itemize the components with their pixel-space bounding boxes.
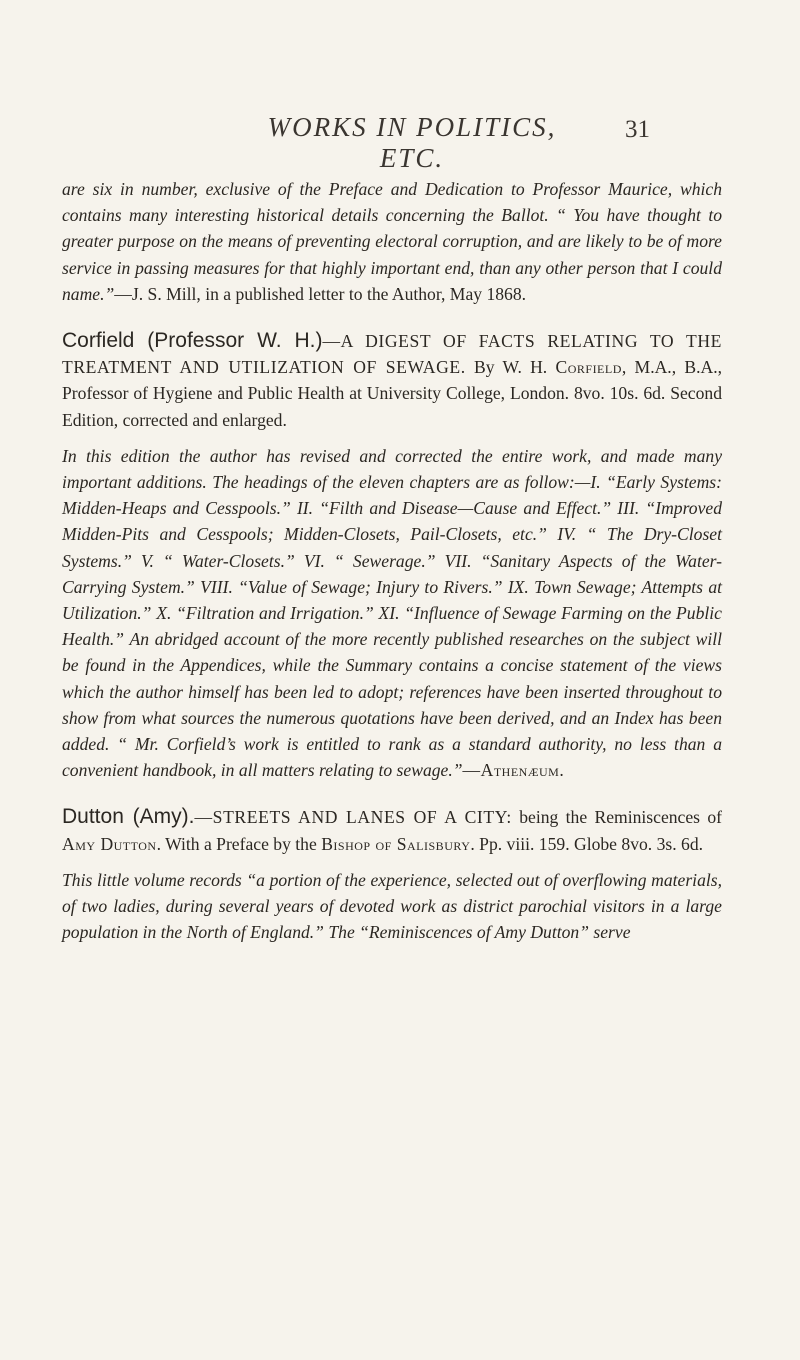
entry-description: [62, 867, 722, 946]
entry-description-source: —Athenæum.: [462, 760, 565, 781]
entry-author: Corfield: [555, 357, 622, 378]
entry-by: By W. H.: [465, 357, 556, 378]
entry-details: being the Reminiscences of: [511, 807, 723, 828]
entry-description-text: In this edition the author has revised and corrected the entire work, and made many important additions. The headings of the eleven chapters are as follow:—I. “Early Systems: Midden-Heaps and Cesspools.” II. “Filth and Disease—Cause and Effect.” III. “Improved Midden-Pits and Cesspools; Midden-Closets, Pail-Closets, etc.” IV. “ The Dry-Closet Systems.” V. “ Water-Closets.” VI. “ Sewerage.” VII. “Sanitary Aspects of the Water-Carrying System.” VIII. “Value of Sewage; Injury to Rivers.” IX. Town Sewage; Attempts at Utilization.” X. “Filtration and Irrigation.” XI. “Influence of Sewage Farming on the Public Health.” An abridged account of the more recently published researches on the subject will be found in the Appendices, while the Summary contains a concise statement of the views which the author himself has been led to adopt; references have been inserted throughout to show from what sources the numerous quotations have been derived, and an Index has been added. “ Mr. Corfield’s work is entitled to rank as a standard authority, no less than a convenient handbook, in all matters relating to sewage.”: [62, 445, 722, 781]
page-number: 31: [625, 116, 650, 143]
entry-preface-author: Bishop of Salisbury: [321, 833, 471, 854]
intro-paragraph: [62, 176, 722, 307]
entry-author: Amy Dutton: [62, 833, 157, 854]
intro-italic-text: are six in number, exclusive of the Preface and Dedication to Professor Maurice, which contains many interesting historical details concerning the Ballot. “ You have thought to greater purpose on the means of preventing electoral corruption, and are likely to be of more service in passing measures for that highly important end, than any other person that I could name.”: [62, 179, 722, 304]
entry-dutton: [62, 804, 722, 856]
entry-description: [62, 443, 722, 784]
entry-details: , M.A., B.A., Professor of Hygiene and Public Health at University College, London. 8vo. 10s. 6d. Second Edition, corrected and enlarged.: [62, 357, 722, 430]
page-body: [62, 176, 722, 945]
entry-heading: Corfield (Professor W. H.): [62, 329, 323, 353]
entry-corfield: [62, 328, 722, 433]
entry-title: —A DIGEST OF FACTS RELATING TO THE TREATMENT AND UTILIZATION OF SEWAGE.: [62, 331, 722, 378]
entry-title: —STREETS AND LANES OF A CITY:: [194, 807, 512, 828]
entry-heading: Dutton (Amy).: [62, 805, 195, 829]
entry-details: . With a Preface by the: [156, 833, 322, 854]
running-head: [0, 112, 800, 173]
entry-description-text: This little volume records “a portion of the experience, selected out of overflowing materials, of two ladies, during several years of devoted work as district parochial visitors in a large population in the North of England.” The “Reminiscences of Amy Dutton” serve: [62, 869, 722, 943]
entry-details: . Pp. viii. 159. Globe 8vo. 3s. 6d.: [470, 833, 704, 854]
running-head-title: WORKS IN POLITICS, ETC.: [267, 112, 557, 173]
intro-attribution: —J. S. Mill, in a published letter to the Author, May 1868.: [114, 283, 527, 304]
